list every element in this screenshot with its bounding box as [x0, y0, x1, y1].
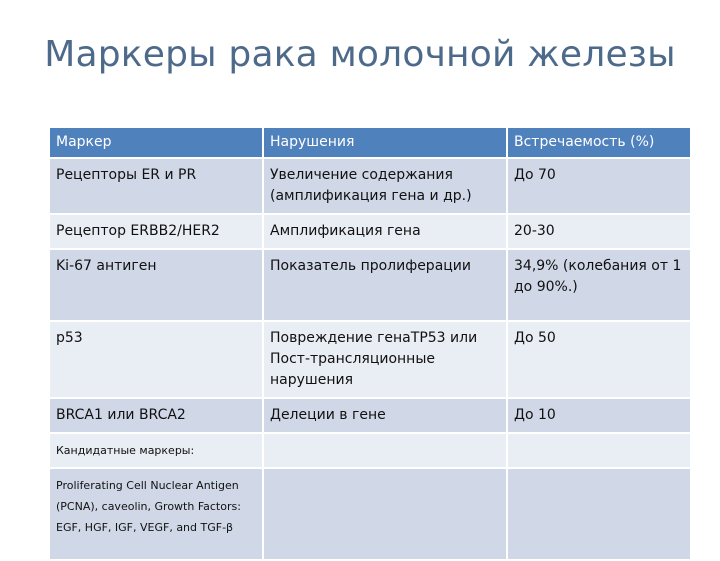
cell-marker: Рецептор ERBB2/HER2	[49, 214, 263, 249]
table-header-row	[49, 127, 691, 158]
table-row	[49, 321, 691, 398]
cell-marker: Кандидатные маркеры:	[49, 433, 263, 468]
table-row	[49, 214, 691, 249]
table-row	[49, 468, 691, 560]
table-row	[49, 158, 691, 214]
cell-frequency: 34,9% (колебания от 1 до 90%.)	[507, 249, 691, 321]
cell-frequency	[507, 433, 691, 468]
cell-disorder	[263, 433, 507, 468]
cell-frequency	[507, 468, 691, 560]
markers-table	[48, 126, 692, 561]
cell-marker: Ki-67 антиген	[49, 249, 263, 321]
slide-title: Маркеры рака молочной железы	[44, 34, 676, 75]
cell-frequency: 20-30	[507, 214, 691, 249]
header-disorders: Нарушения	[263, 127, 507, 158]
cell-marker: p53	[49, 321, 263, 398]
cell-disorder: Увеличение содержания (амплификация гена и др.)	[263, 158, 507, 214]
cell-frequency: До 10	[507, 398, 691, 433]
cell-frequency: До 50	[507, 321, 691, 398]
cell-marker: Рецепторы ER и PR	[49, 158, 263, 214]
table-row	[49, 433, 691, 468]
cell-frequency: До 70	[507, 158, 691, 214]
cell-marker: Proliferating Cell Nuclear Antigen (PCNA), caveolin, Growth Factors: EGF, HGF, IGF, VEGF, and TGF-β	[49, 468, 263, 560]
cell-disorder: Амплификация гена	[263, 214, 507, 249]
cell-marker: BRCA1 или BRCA2	[49, 398, 263, 433]
header-frequency: Встречаемость (%)	[507, 127, 691, 158]
cell-disorder	[263, 468, 507, 560]
cell-disorder: Повреждение генаTP53 или Пост-трансляционные нарушения	[263, 321, 507, 398]
header-marker: Маркер	[49, 127, 263, 158]
table-row	[49, 249, 691, 321]
cell-disorder: Показатель пролиферации	[263, 249, 507, 321]
table-row	[49, 398, 691, 433]
cell-disorder: Делеции в гене	[263, 398, 507, 433]
